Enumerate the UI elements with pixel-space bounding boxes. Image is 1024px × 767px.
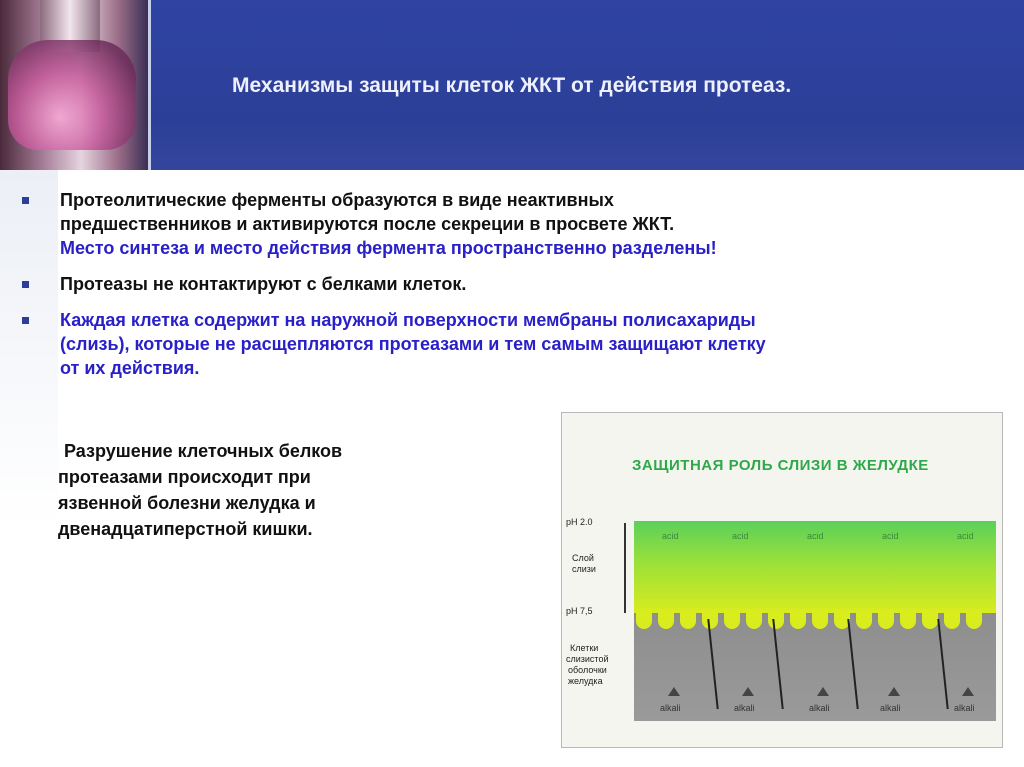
ph-bottom-label: pH 7,5 <box>566 606 593 616</box>
arrow-up-icon <box>742 687 754 696</box>
arrow-up-icon <box>962 687 974 696</box>
bullet-1-line-2: предшественников и активируются после секреции в просвете ЖКТ. <box>60 214 675 234</box>
mucus-drip <box>658 609 674 629</box>
mucus-drip <box>768 609 784 629</box>
paragraph-line-4: двенадцатиперстной кишки. <box>58 519 313 539</box>
arrow-up-icon <box>817 687 829 696</box>
paragraph-line-2: протеазами происходит при <box>58 467 311 487</box>
alkali-label: alkali <box>734 703 755 713</box>
bullet-3-line-2: (слизь), которые не расщепляются протеазами и тем самым защищают клетку <box>60 334 766 354</box>
alkali-label: alkali <box>660 703 681 713</box>
cells-label-2: слизистой <box>566 654 609 664</box>
bullet-list <box>22 188 982 392</box>
cells-label-4: желудка <box>568 676 603 686</box>
mucus-drip <box>790 609 806 629</box>
acid-label: acid <box>957 531 974 541</box>
bullet-item-2 <box>22 272 982 296</box>
flask-photo <box>0 0 148 170</box>
mucus-drip <box>746 609 762 629</box>
bullet-2-text: Протеазы не контактируют с белками клеток. <box>60 274 467 294</box>
slide-header <box>0 0 1024 170</box>
header-divider <box>148 0 151 170</box>
figure-title: ЗАЩИТНАЯ РОЛЬ СЛИЗИ В ЖЕЛУДКЕ <box>632 457 929 474</box>
bullet-marker <box>22 317 29 324</box>
ph-top-label: pH 2.0 <box>566 517 593 527</box>
mucus-drip <box>922 609 938 629</box>
bullet-1-line-3: Место синтеза и место действия фермента пространственно разделены! <box>60 238 717 258</box>
bullet-3-line-1: Каждая клетка содержит на наружной поверхности мембраны полисахариды <box>60 310 756 330</box>
bullet-marker <box>22 281 29 288</box>
slide-title: Механизмы защиты клеток ЖКТ от действия протеаз. <box>232 74 792 97</box>
cells-label-1: Клетки <box>570 643 599 653</box>
alkali-label: alkali <box>880 703 901 713</box>
ulcer-paragraph <box>58 438 458 542</box>
paragraph-line-3: язвенной болезни желудка и <box>58 493 316 513</box>
mucus-drip <box>724 609 740 629</box>
mucus-drip <box>636 609 652 629</box>
bullet-item-1 <box>22 188 982 260</box>
mucus-drip <box>680 609 696 629</box>
layer-label-1: Слой <box>572 553 594 563</box>
flask-body <box>8 40 136 150</box>
layer-label-2: слизи <box>572 564 596 574</box>
acid-label: acid <box>732 531 749 541</box>
mucus-diagram <box>561 412 1003 748</box>
mucus-drip <box>900 609 916 629</box>
paragraph-line-1: Разрушение клеточных белков <box>64 441 343 461</box>
arrow-up-icon <box>888 687 900 696</box>
bullet-item-3 <box>22 308 982 380</box>
bullet-1-line-1: Протеолитические ферменты образуются в виде неактивных <box>60 190 614 210</box>
acid-label: acid <box>662 531 679 541</box>
alkali-label: alkali <box>954 703 975 713</box>
alkali-label: alkali <box>809 703 830 713</box>
cells-label-3: оболочки <box>568 665 607 675</box>
bullet-marker <box>22 197 29 204</box>
mucus-drip <box>812 609 828 629</box>
scale-line <box>624 523 626 613</box>
mucus-drip <box>878 609 894 629</box>
arrow-up-icon <box>668 687 680 696</box>
bullet-3-line-3: от их действия. <box>60 358 200 378</box>
acid-label: acid <box>882 531 899 541</box>
mucus-drip <box>966 609 982 629</box>
mucus-drip <box>856 609 872 629</box>
acid-label: acid <box>807 531 824 541</box>
mucus-drip <box>944 609 960 629</box>
